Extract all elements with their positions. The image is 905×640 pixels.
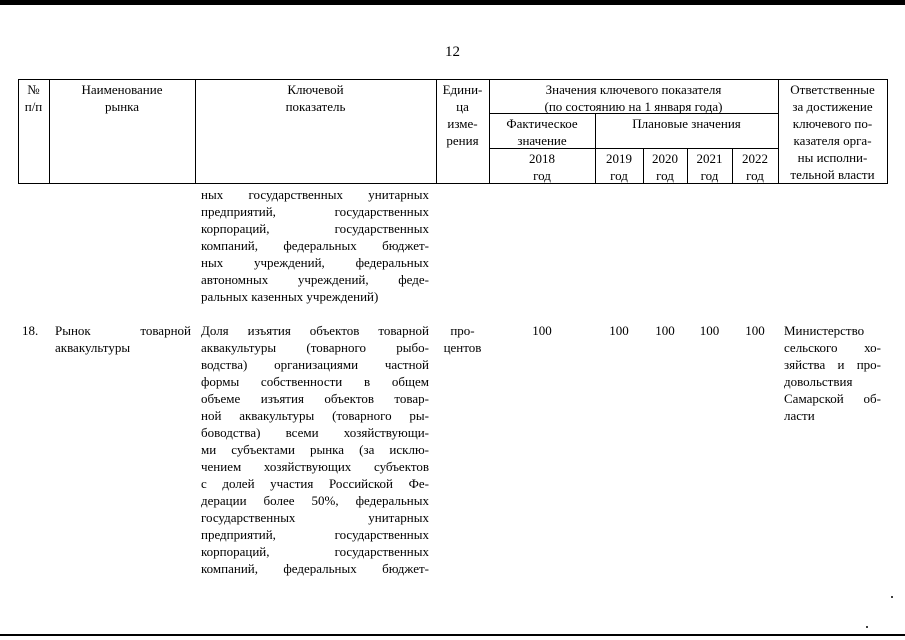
row-responsible: Министерство сельского хо- зяйства и про- довольствия Самарской об- ласти bbox=[784, 323, 881, 423]
header-col-indicator: Ключевой показатель bbox=[285, 82, 346, 114]
value-2021: 100 bbox=[699, 323, 720, 338]
row-market: Рынок товарной аквакультуры bbox=[55, 323, 191, 355]
page-number: 12 bbox=[445, 44, 460, 60]
header-year-2020: 2020 год bbox=[652, 151, 678, 183]
header-year-2019: 2019 год bbox=[606, 151, 632, 183]
header-col-market: Наименование рынка bbox=[81, 82, 163, 114]
value-2020: 100 bbox=[655, 323, 675, 338]
header-col-unit: Едини- ца изме- рения bbox=[442, 82, 483, 148]
continuation-indicator-text: ных государственных унитарных предприятий, государственных корпораций, государственных компаний, федеральных бюджет- ных учреждений, федеральных автономных учреждений, феде- ральных казенных учреждений) bbox=[201, 187, 429, 304]
header-year-2018: 2018 год bbox=[529, 151, 555, 183]
value-2018: 100 bbox=[532, 323, 552, 338]
row-unit: про- центов bbox=[443, 323, 482, 355]
value-2019: 100 bbox=[609, 323, 629, 338]
scan-speck bbox=[866, 626, 868, 628]
scan-speck bbox=[891, 596, 893, 598]
header-actual-value: Фактическое значение bbox=[506, 116, 578, 148]
row-indicator: Доля изъятия объектов товарной аквакультуры (товарного рыбо- водства) организациями частной формы собственности в общем объеме изъятия объектов товар- ной аквакультуры (товарного ры- боводства) всеми хозяйствующи- ми субъектами рынка (за исклю- чением хозяйствующих субъектов с долей участия Российской Фе- дерации более 50%, федеральных государственных унитарных предприятий, государственных корпораций, государственных компаний, федеральных бюджет- bbox=[201, 323, 429, 576]
header-col-responsible: Ответственные за достижение ключевого по- казателя орга- ны исполни- тельной власти bbox=[790, 82, 875, 182]
header-year-2021: 2021 год bbox=[696, 151, 723, 183]
row-number: 18. bbox=[22, 323, 39, 338]
header-year-2022: 2022 год bbox=[742, 151, 768, 183]
value-2022: 100 bbox=[745, 323, 765, 338]
bottom-rule bbox=[0, 634, 905, 636]
header-planned-values: Плановые значения bbox=[632, 116, 741, 131]
header-values-group: Значения ключевого показателя (по состоянию на 1 января года) bbox=[544, 82, 723, 114]
header-col-number: № п/п bbox=[24, 82, 43, 114]
top-rule bbox=[0, 0, 905, 5]
